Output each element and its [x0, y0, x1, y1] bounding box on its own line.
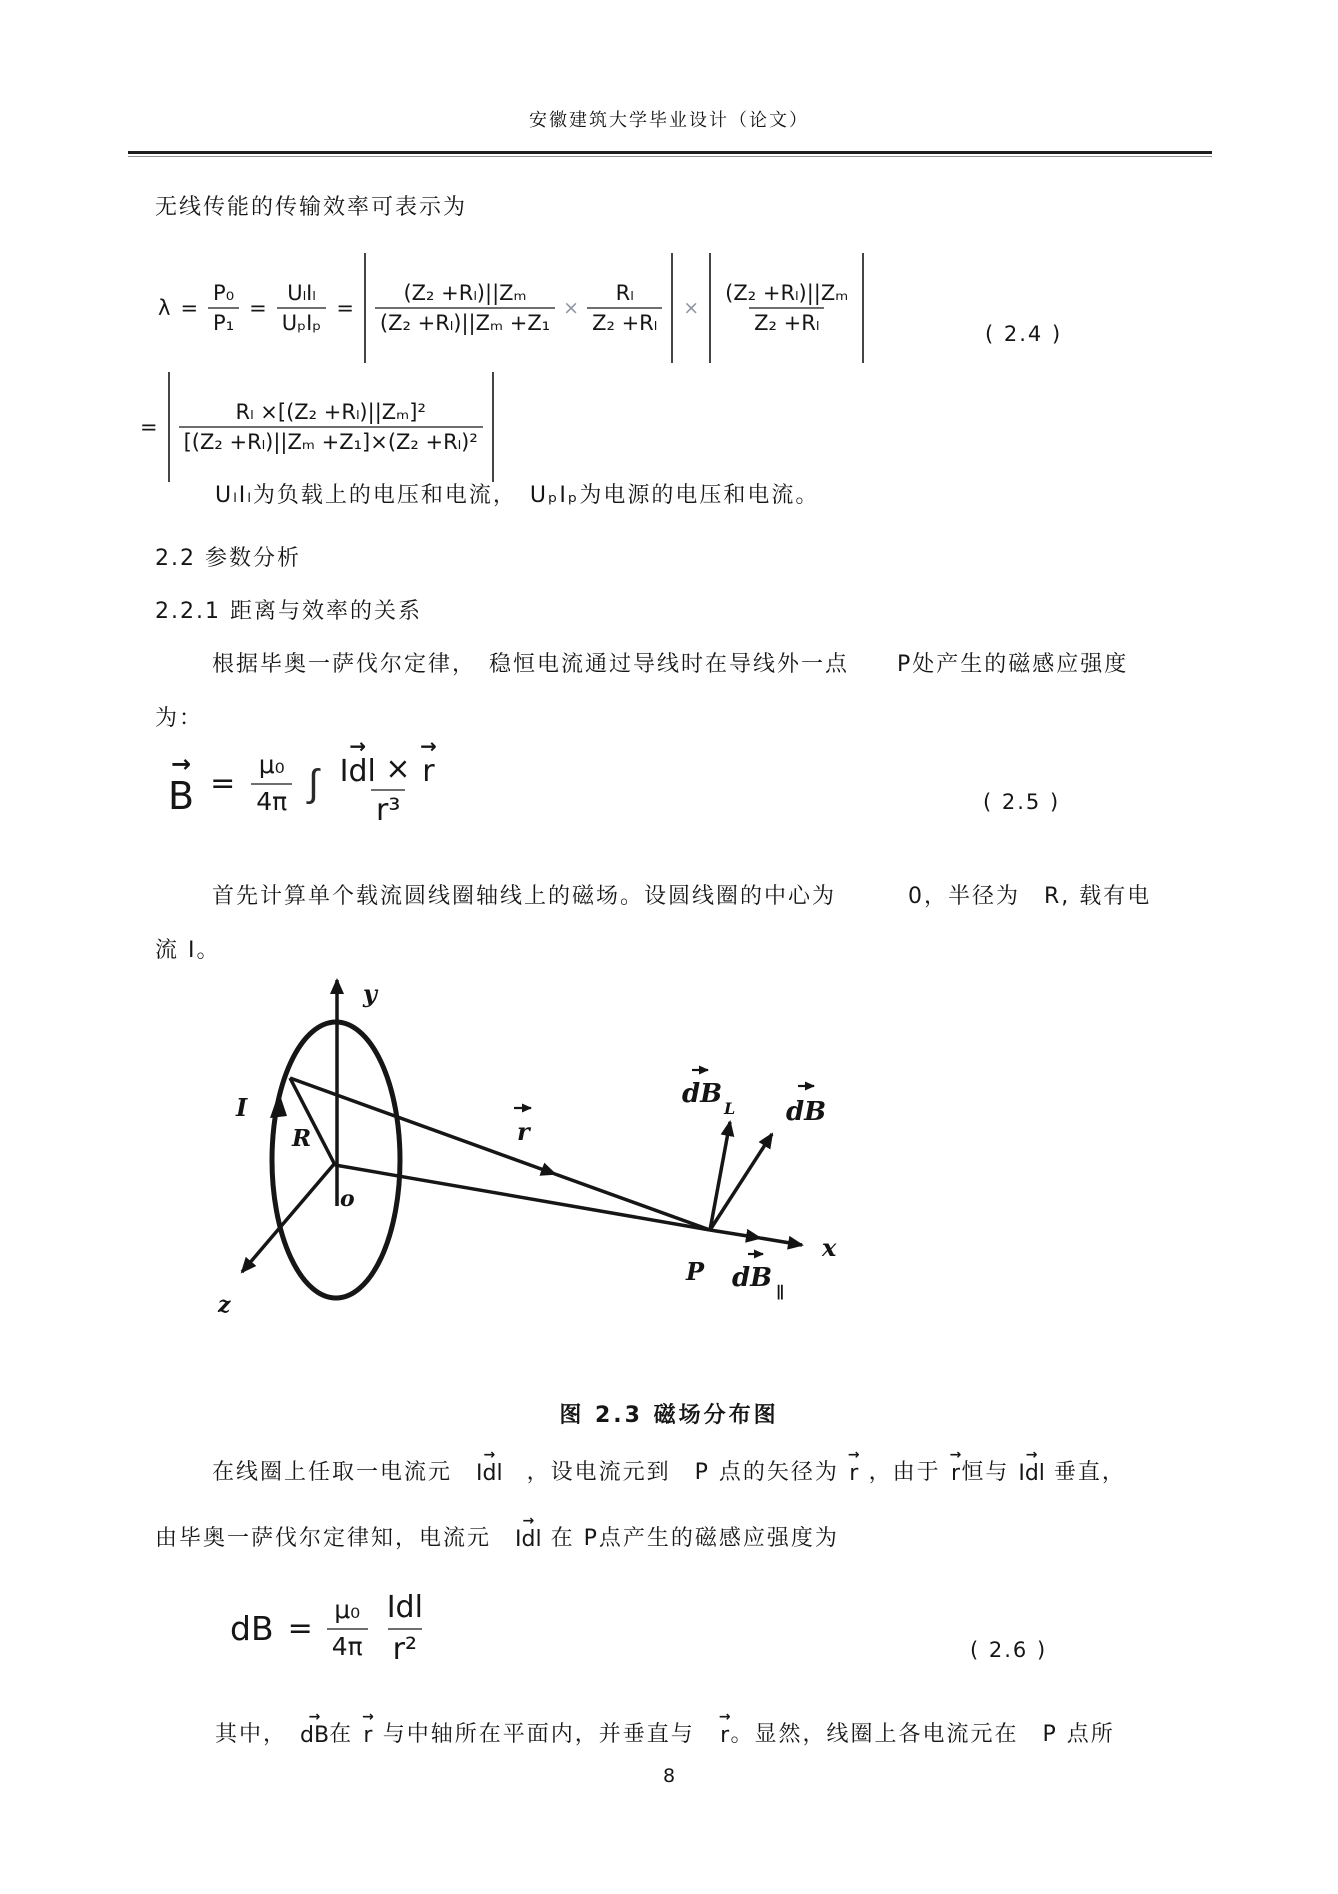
- vector-arrow-icon: →: [1025, 1447, 1038, 1463]
- text-run: 在 P点产生的磁感应强度为: [541, 1526, 839, 1552]
- fraction-numerator: (Z₂ +Rₗ)||Zₘ: [403, 280, 527, 305]
- multiplication-sign: ×: [563, 297, 580, 319]
- text-run: 其中，: [215, 1722, 301, 1748]
- fraction-impedance-a: [375, 279, 555, 338]
- vector-term: [847, 1447, 860, 1486]
- lead-sentence: 无线传能的传输效率可表示为: [155, 195, 468, 220]
- equals-sign: =: [140, 415, 158, 439]
- equals-sign: =: [336, 296, 354, 320]
- element-line-1: [212, 1447, 1126, 1486]
- dbpar-label: dB: [732, 1263, 773, 1293]
- x-axis-segment-2: [760, 1238, 802, 1245]
- x-axis-label: x: [822, 1233, 837, 1262]
- vector-symbol: dB: [300, 1722, 330, 1748]
- vector-arrow-icon: →: [420, 734, 437, 758]
- absolute-value-group-1: [364, 253, 673, 363]
- header-rule-thin: [128, 156, 1212, 157]
- page-header-title: 安徽建筑大学毕业设计（论文）: [529, 110, 809, 131]
- vector-arrow-icon: →: [170, 749, 192, 778]
- text-run: 由毕奥一萨伐尔定律知，电流元: [155, 1526, 516, 1552]
- fraction-idl-cross-r: [335, 734, 442, 831]
- coil-line-2: 流 I。: [155, 938, 221, 963]
- vector-term: [420, 734, 437, 789]
- coil-line-1: 首先计算单个载流圆线圈轴线上的磁场。设圆线圈的中心为 0，半径为 R, 载有电: [212, 884, 1152, 909]
- vector-term: [476, 1447, 503, 1486]
- vector-term: [515, 1513, 542, 1552]
- equation-2-6: [230, 1588, 428, 1669]
- vector-arrow-icon: →: [362, 1709, 374, 1725]
- text-run: ，设电流元到 P 点的矢径为: [502, 1460, 848, 1486]
- fraction-numerator: Rₗ: [615, 280, 634, 305]
- fraction-denominator: P₁: [208, 307, 239, 337]
- r-vector-line: [290, 1078, 555, 1174]
- fraction-numerator: Idl: [386, 1590, 423, 1625]
- vector-arrow-icon: →: [349, 734, 367, 758]
- fraction-denominator: r³: [371, 789, 405, 831]
- vector-symbol: Idl: [1018, 1460, 1045, 1486]
- fraction-numerator: μ₀: [258, 750, 285, 780]
- fraction-denominator: 4π: [251, 783, 292, 820]
- text-run: 恒与: [961, 1460, 1019, 1486]
- fraction-p0-p1: [208, 279, 239, 338]
- element-line-2: [155, 1513, 839, 1552]
- text-run: 在: [329, 1722, 363, 1748]
- vector-arrow-icon: →: [718, 1709, 731, 1725]
- fraction-ul-il: [277, 279, 327, 338]
- equals-sign: =: [249, 296, 267, 320]
- vector-symbol: Idl: [339, 754, 376, 789]
- x-axis-segment-1: [710, 1230, 760, 1238]
- absolute-value-group-3: [168, 372, 494, 482]
- vector-symbol: Idl: [476, 1460, 503, 1486]
- multiplication-sign: ×: [683, 297, 700, 319]
- equals-sign: =: [210, 766, 236, 802]
- fraction-denominator: (Z₂ +Rₗ)||Zₘ +Z₁: [375, 307, 555, 337]
- fraction-mu0-4pi: [251, 748, 292, 819]
- dbl-label: dB: [682, 1079, 723, 1109]
- vector-term: [362, 1709, 374, 1748]
- figure-caption: 图 2.3 磁场分布图: [559, 1403, 779, 1428]
- dbpar-subscript: ∥: [776, 1283, 785, 1302]
- r-vector-line-2: [555, 1174, 710, 1230]
- equation-2-4-line-1: [158, 253, 864, 363]
- vector-term: [300, 1709, 330, 1748]
- biot-savart-line-1: 根据毕奥一萨伐尔定律， 稳恒电流通过导线时在导线外一点 P处产生的磁感应强度: [212, 652, 1129, 677]
- section-heading-2-2-1: 2.2.1 距离与效率的关系: [155, 599, 422, 624]
- page-number: 8: [662, 1765, 676, 1787]
- vector-symbol: r: [849, 1460, 859, 1486]
- equation-2-4-line-2: [140, 372, 494, 482]
- load-source-note: UₗIₗ为负载上的电压和电流， UₚIₚ为电源的电压和电流。: [215, 483, 820, 508]
- text-run: 垂直，: [1044, 1460, 1126, 1486]
- z-axis-label: z: [218, 1292, 231, 1318]
- db-symbol: dB: [230, 1609, 274, 1648]
- origin-label: o: [340, 1186, 355, 1212]
- r-label: r: [517, 1117, 530, 1146]
- integral-sign: ∫: [308, 761, 319, 806]
- equation-2-5-number: ( 2.5 ): [983, 790, 1061, 814]
- fraction-denominator: Z₂ +Rₗ: [587, 307, 662, 337]
- vector-term: [949, 1447, 962, 1486]
- text-run: ，由于: [859, 1460, 950, 1486]
- equals-sign: =: [287, 1611, 313, 1646]
- fraction-numerator: μ₀: [334, 1595, 361, 1624]
- lambda-symbol: λ: [158, 296, 171, 320]
- vector-symbol: Idl: [515, 1526, 542, 1552]
- y-axis-label: y: [363, 979, 377, 1008]
- p-point-label: P: [686, 1257, 705, 1286]
- vector-symbol: r: [720, 1722, 730, 1748]
- text-run: 。显然，线圈上各电流元在 P 点所: [730, 1722, 1115, 1748]
- fraction-numerator: UₗIₗ: [287, 280, 316, 305]
- vector-term: [339, 734, 376, 789]
- fraction-numerator: (Z₂ +Rₗ)||Zₘ: [725, 280, 849, 305]
- vector-symbol: r: [950, 1460, 960, 1486]
- fraction-impedance-d: [179, 398, 483, 457]
- vector-arrow-icon: →: [522, 1513, 535, 1529]
- fraction-impedance-b: [587, 279, 662, 338]
- fraction-idl-r2: [382, 1588, 428, 1669]
- vector-term: [718, 1709, 731, 1748]
- fraction-impedance-c: [720, 279, 853, 338]
- equation-2-6-number: ( 2.6 ): [970, 1638, 1048, 1662]
- header-rule-thick: [128, 151, 1212, 154]
- vector-b-term: [168, 749, 195, 818]
- figure-2-3-diagram: [200, 960, 880, 1355]
- equals-sign: =: [180, 296, 199, 320]
- final-line: [215, 1709, 1115, 1748]
- vector-arrow-icon: →: [949, 1447, 962, 1463]
- fraction-mu0-4pi: [327, 1593, 368, 1664]
- dbl-subscript: L: [724, 1099, 736, 1118]
- current-arrow-icon: [270, 1092, 287, 1118]
- vector-arrow-icon: →: [308, 1709, 321, 1725]
- fraction-denominator: UₚIₚ: [277, 307, 327, 337]
- fraction-numerator: [335, 734, 442, 789]
- vector-symbol: r: [422, 754, 435, 789]
- fraction-denominator: r²: [388, 1628, 422, 1670]
- radius-label: R: [292, 1125, 312, 1152]
- section-heading-2-2: 2.2 参数分析: [155, 546, 301, 571]
- fraction-numerator: Rₗ ×[(Z₂ +Rₗ)||Zₘ]²: [235, 399, 426, 424]
- equation-2-4-number: ( 2.4 ): [985, 322, 1063, 346]
- db-label: dB: [786, 1097, 827, 1127]
- b-symbol: B: [168, 773, 195, 818]
- absolute-value-group-2: [709, 253, 864, 363]
- text-run: 在线圈上任取一电流元: [212, 1460, 477, 1486]
- vector-term: [1018, 1447, 1045, 1486]
- current-label: I: [236, 1093, 248, 1122]
- biot-savart-line-2: 为：: [155, 706, 204, 731]
- vector-arrow-icon: →: [847, 1447, 860, 1463]
- text-run: ×: [375, 751, 421, 787]
- fraction-denominator: [(Z₂ +Rₗ)||Zₘ +Z₁]×(Z₂ +Rₗ)²: [179, 426, 483, 456]
- text-run: 与中轴所在平面内，并垂直与: [373, 1722, 719, 1748]
- fraction-denominator: 4π: [327, 1628, 368, 1665]
- fraction-numerator: P₀: [213, 280, 235, 305]
- vector-arrow-icon: →: [483, 1447, 496, 1463]
- vector-symbol: r: [363, 1722, 373, 1748]
- equation-2-5: [168, 734, 442, 831]
- fraction-denominator: Z₂ +Rₗ: [749, 307, 824, 337]
